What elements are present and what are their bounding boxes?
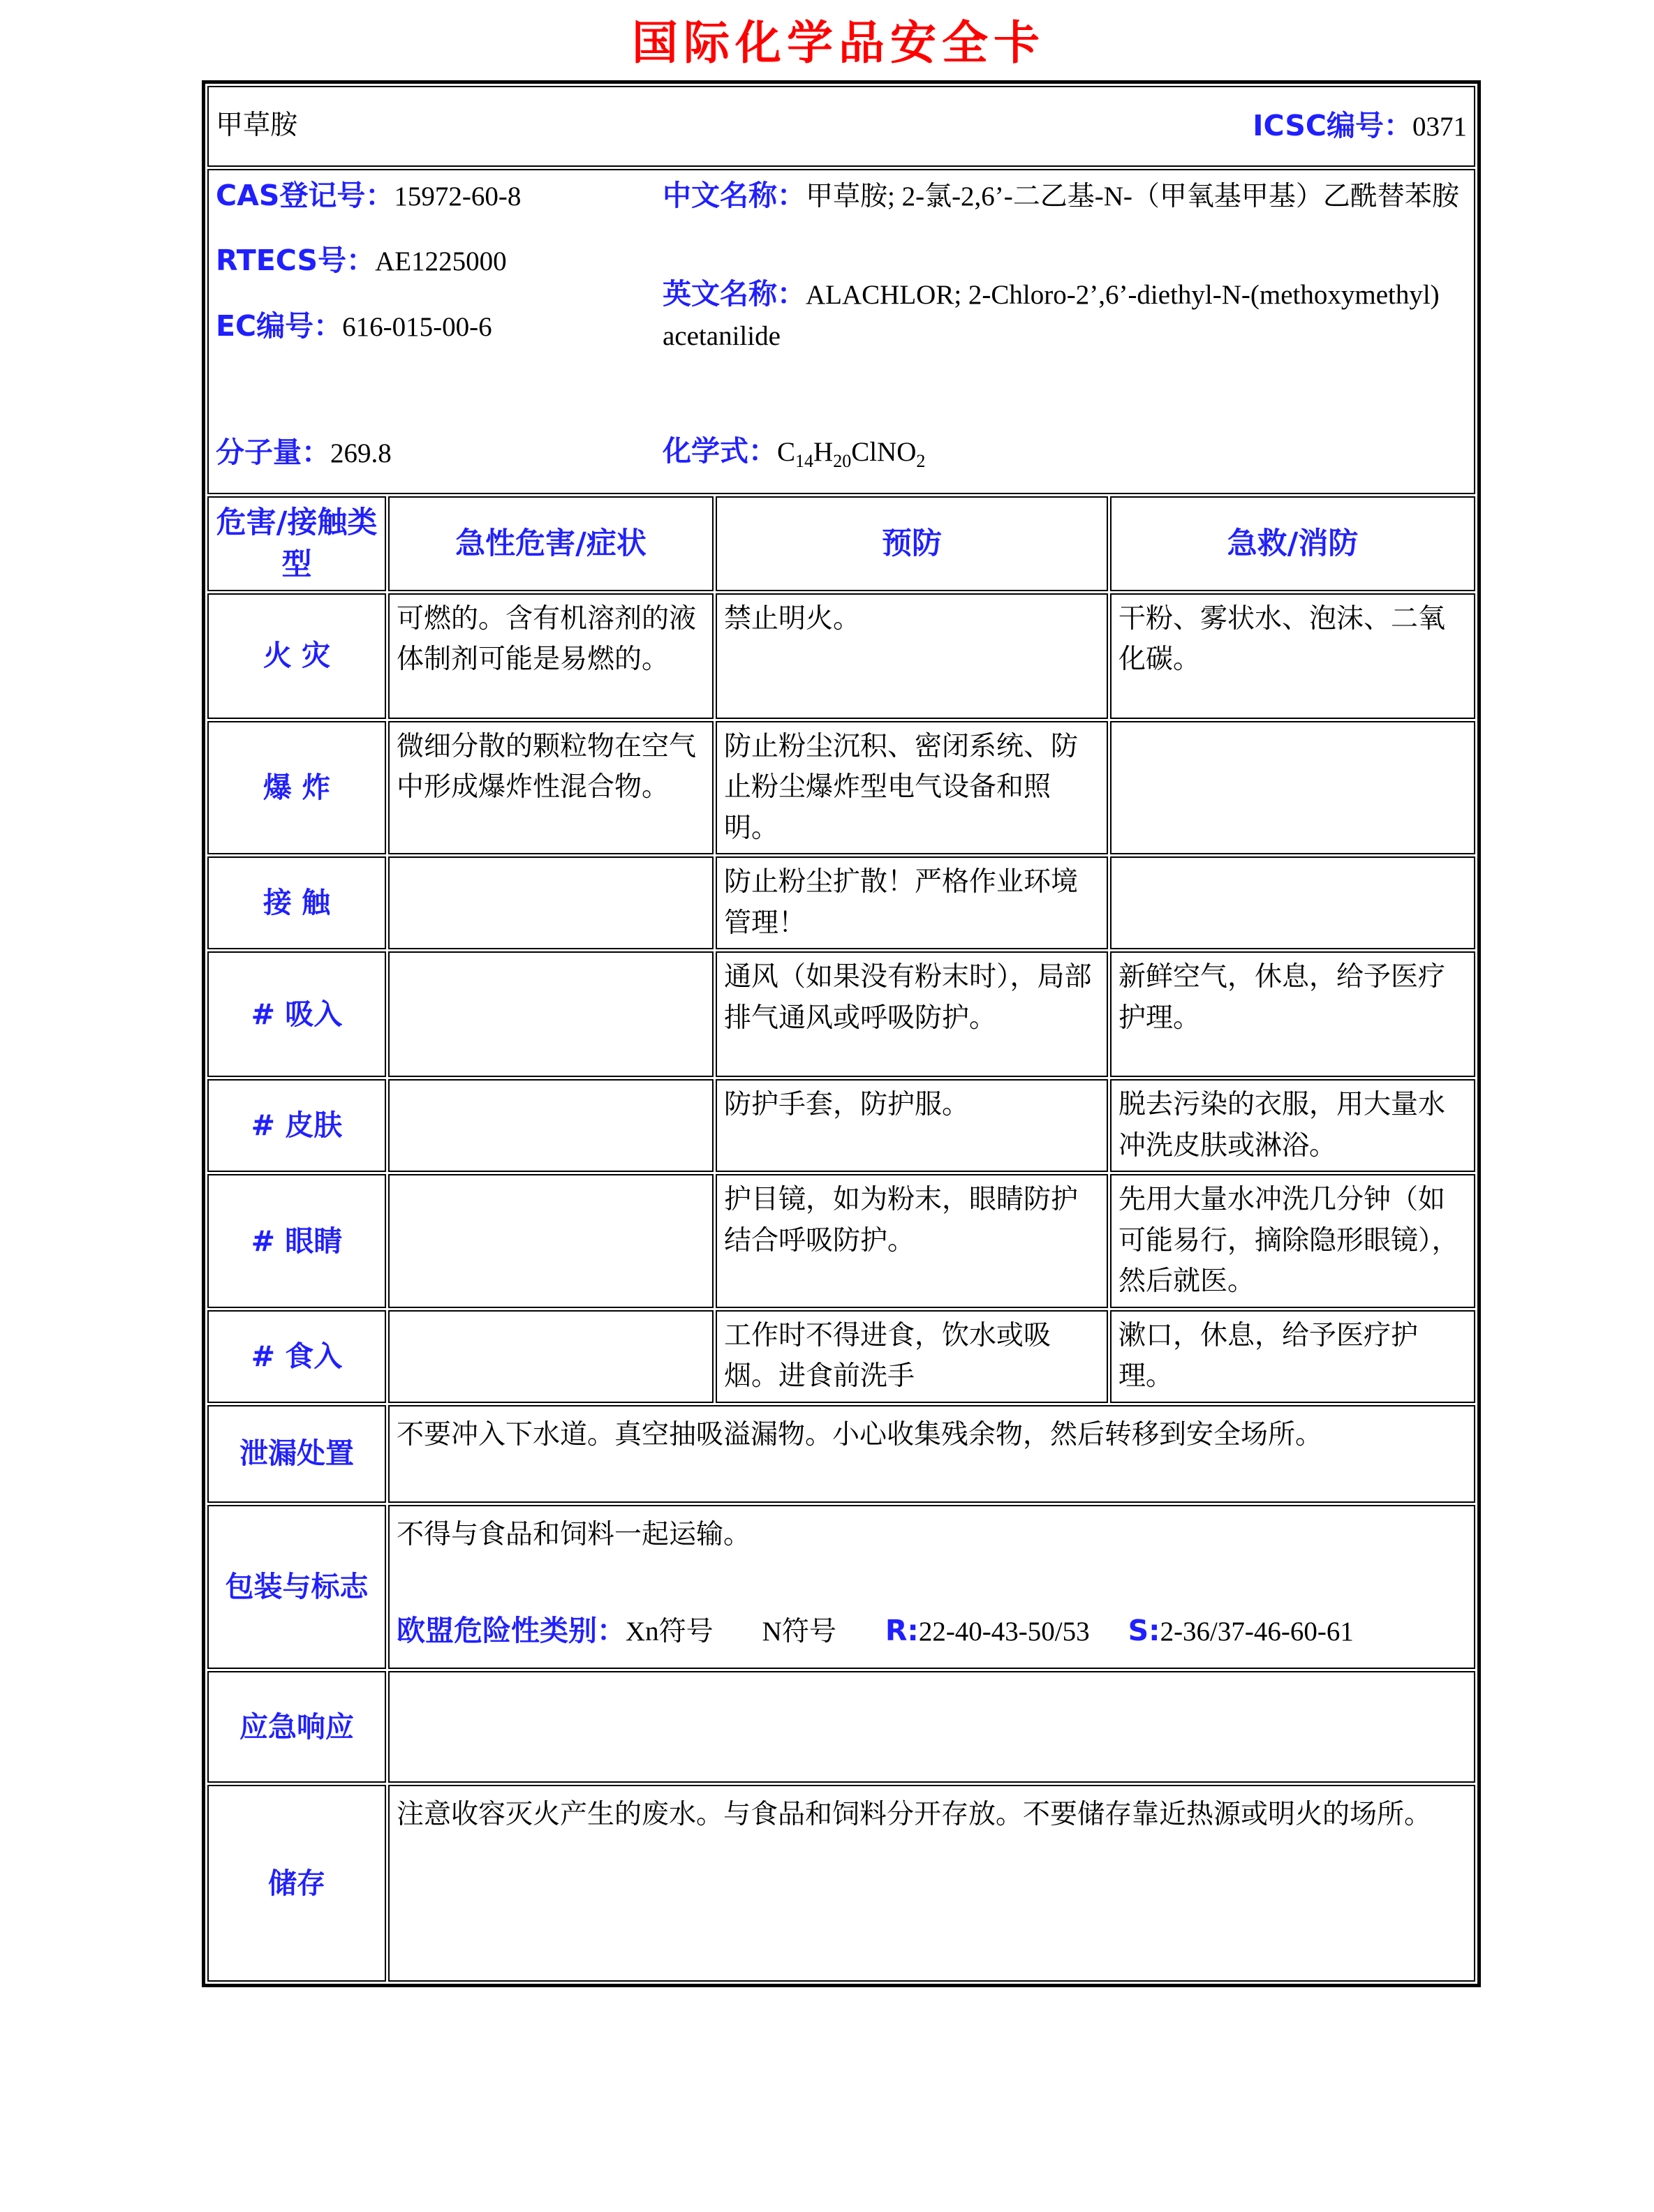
section-label-packaging: 包装与标志 [207, 1505, 386, 1669]
firstaid-cell: 新鲜空气，休息，给予医疗护理。 [1110, 951, 1475, 1077]
section-text-emergency [388, 1671, 1475, 1783]
hazard-row-explosion [207, 721, 1475, 855]
symptoms-cell: 可燃的。含有机溶剂的液体制剂可能是易燃的。 [388, 593, 714, 719]
hazard-type-label: # 皮肤 [207, 1079, 386, 1172]
identifiers-row [207, 169, 1475, 494]
chinese-name-value: 甲草胺; 2-氯-2,6’-二乙基-N-（甲氧基甲基）乙酰替苯胺 [806, 181, 1459, 211]
molecular-weight-label: 分子量： [216, 436, 330, 470]
section-text-storage: 注意收容灭火产生的废水。与食品和饲料分开存放。不要储存靠近热源或明火的场所。 [388, 1785, 1475, 1982]
n-symbol: N符号 [762, 1617, 836, 1647]
hazard-row-inhalation [207, 951, 1475, 1077]
identifiers-right [663, 175, 1467, 430]
packaging-eu-class-line [397, 1598, 1467, 1663]
icsc-number-group [1253, 105, 1467, 148]
symptoms-cell [388, 951, 714, 1077]
section-label-spill: 泄漏处置 [207, 1405, 386, 1503]
section-text-packaging [388, 1505, 1475, 1669]
identifiers-cell [207, 169, 1475, 494]
hazard-row-fire [207, 593, 1475, 719]
hazard-row-eyes [207, 1174, 1475, 1308]
english-name-block [663, 273, 1467, 357]
chinese-name-label: 中文名称： [663, 178, 806, 212]
section-label-emergency: 应急响应 [207, 1671, 386, 1783]
symptoms-cell [388, 856, 714, 949]
symptoms-cell [388, 1079, 714, 1172]
ec-value: 616-015-00-6 [342, 311, 492, 342]
icsc-label: ICSC编号： [1253, 108, 1412, 142]
section-text-spill: 不要冲入下水道。真空抽吸溢漏物。小心收集残余物，然后转移到安全场所。 [388, 1405, 1475, 1503]
ec-label: EC编号： [216, 309, 343, 343]
page-title: 国际化学品安全卡 [632, 16, 1045, 70]
firstaid-cell: 先用大量水冲洗几分钟（如可能易行，摘除隐形眼镜），然后就医。 [1110, 1174, 1475, 1308]
prevention-cell: 防止粉尘沉积、密闭系统、防止粉尘爆炸型电气设备和照明。 [716, 721, 1108, 855]
name-cell [207, 86, 1475, 167]
hazard-type-label: 火 灾 [207, 593, 386, 719]
hazard-row-ingestion [207, 1310, 1475, 1403]
section-row-spill [207, 1405, 1475, 1503]
section-row-emergency [207, 1671, 1475, 1783]
firstaid-cell: 漱口，休息，给予医疗护理。 [1110, 1310, 1475, 1403]
hazard-type-label: 爆 炸 [207, 721, 386, 855]
chinese-name-block [663, 175, 1467, 218]
prevention-cell: 工作时不得进食，饮水或吸烟。进食前洗手 [716, 1310, 1108, 1403]
formula-value: $C_{14}H_{20}ClNO_2$ [777, 436, 926, 471]
prevention-cell: 防止粉尘扩散！严格作业环境管理！ [716, 856, 1108, 949]
firstaid-cell [1110, 856, 1475, 949]
rtecs-line [216, 239, 663, 283]
section-row-storage [207, 1785, 1475, 1982]
column-header-symptoms: 急性危害/症状 [388, 496, 714, 591]
cas-value: 15972-60-8 [394, 181, 522, 211]
hazard-type-label: 接 触 [207, 856, 386, 949]
formula-label: 化学式： [663, 433, 777, 468]
english-name-value: ALACHLOR; 2-Chloro-2’,6’-diethyl-N-(methoxymethyl) acetanilide [663, 280, 1440, 351]
english-name-label: 英文名称： [663, 277, 806, 311]
symptoms-cell: 微细分散的颗粒物在空气中形成爆炸性混合物。 [388, 721, 714, 855]
r-phrases-label: R: [885, 1614, 919, 1648]
prevention-cell: 防护手套，防护服。 [716, 1079, 1108, 1172]
identifiers-left [216, 175, 663, 430]
firstaid-cell [1110, 721, 1475, 855]
rtecs-value: AE1225000 [375, 246, 507, 277]
hazard-type-label: # 吸入 [207, 951, 386, 1077]
firstaid-cell: 脱去污染的衣服，用大量水冲洗皮肤或淋浴。 [1110, 1079, 1475, 1172]
column-header-prevention: 预防 [716, 496, 1108, 591]
prevention-cell: 护目镜，如为粉末，眼睛防护结合呼吸防护。 [716, 1174, 1108, 1308]
hazard-row-skin [207, 1079, 1475, 1172]
molecular-weight-line [216, 431, 663, 482]
safety-card-table [202, 80, 1481, 1988]
xn-symbol: Xn符号 [626, 1617, 714, 1647]
prevention-cell: 通风（如果没有粉末时），局部排气通风或呼吸防护。 [716, 951, 1108, 1077]
rtecs-label: RTECS号： [216, 244, 376, 278]
molecular-weight-value: 269.8 [330, 438, 392, 469]
column-header-type: 危害/接触类型 [207, 496, 386, 591]
hazard-header-row [207, 496, 1475, 591]
page [202, 0, 1475, 1987]
hazard-type-label: # 眼睛 [207, 1174, 386, 1308]
r-phrases-value: 22-40-43-50/53 [918, 1617, 1090, 1647]
section-row-packaging [207, 1505, 1475, 1669]
symptoms-cell [388, 1310, 714, 1403]
icsc-number: 0371 [1412, 111, 1467, 142]
symptoms-cell [388, 1174, 714, 1308]
prevention-cell: 禁止明火。 [716, 593, 1108, 719]
formula-line [663, 430, 1467, 482]
hazard-type-label: # 食入 [207, 1310, 386, 1403]
firstaid-cell: 干粉、雾状水、泡沫、二氧化碳。 [1110, 593, 1475, 719]
s-phrases-label: S: [1128, 1614, 1160, 1648]
packaging-transport-text: 不得与食品和饲料一起运输。 [397, 1519, 751, 1550]
cas-label: CAS登记号： [216, 178, 394, 212]
cas-line [216, 175, 663, 218]
section-label-storage: 储存 [207, 1785, 386, 1982]
eu-class-label: 欧盟危险性类别： [397, 1614, 626, 1648]
column-header-firstaid: 急救/消防 [1110, 496, 1475, 591]
substance-name: 甲草胺 [216, 110, 298, 141]
name-row [207, 86, 1475, 167]
hazard-row-contact [207, 856, 1475, 949]
ec-line [216, 305, 663, 348]
s-phrases-value: 2-36/37-46-60-61 [1160, 1617, 1354, 1647]
